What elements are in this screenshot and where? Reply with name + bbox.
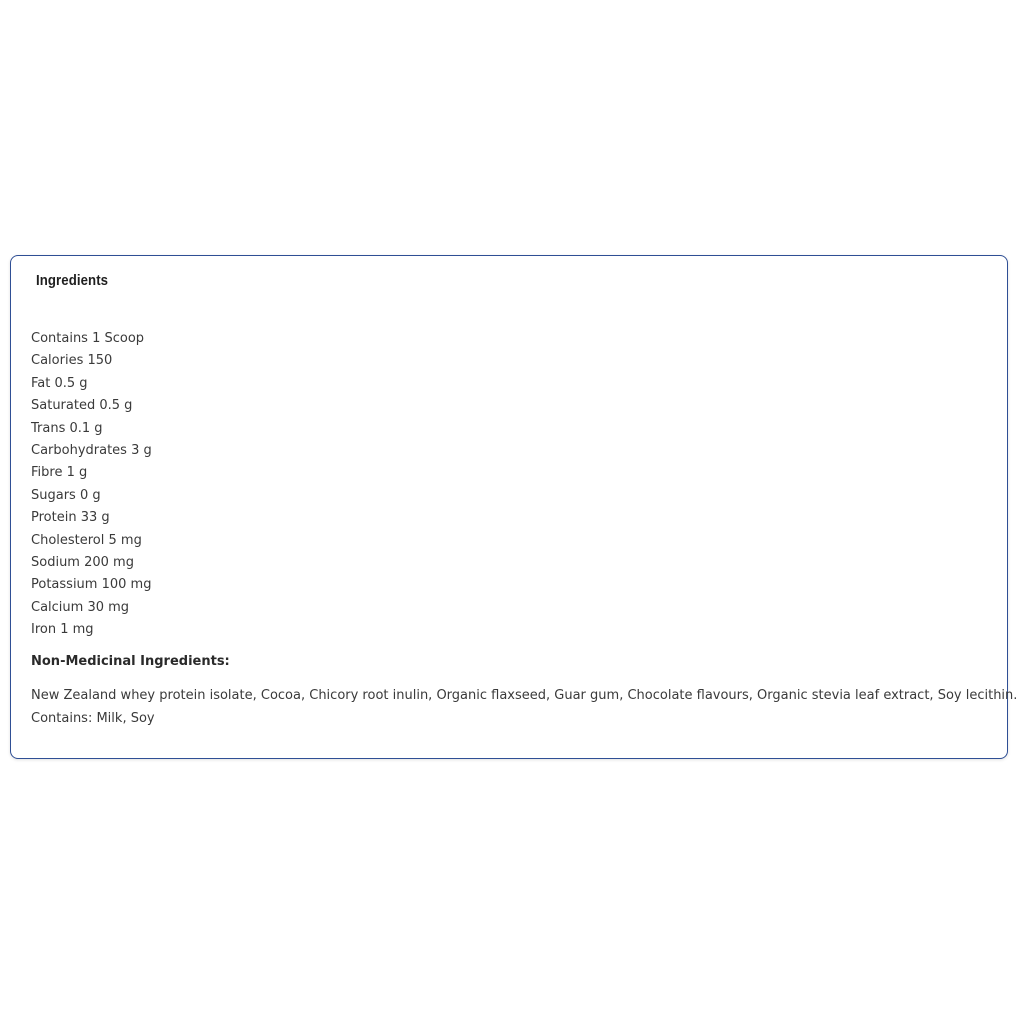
nutrient-item: Fibre 1 g bbox=[31, 465, 88, 481]
nutrient-item: Iron 1 mg bbox=[31, 622, 94, 638]
nutrient-item: Trans 0.1 g bbox=[31, 420, 103, 436]
nutrient-item: Protein 33 g bbox=[31, 510, 110, 526]
non-medicinal-heading: Non-Medicinal Ingredients: bbox=[31, 654, 230, 669]
allergen-contains: Contains: Milk, Soy bbox=[31, 710, 155, 726]
nutrient-item: Potassium 100 mg bbox=[31, 577, 152, 593]
panel-title: Ingredients bbox=[36, 272, 109, 289]
nutrient-item: Saturated 0.5 g bbox=[31, 398, 133, 414]
nutrient-item: Calcium 30 mg bbox=[31, 599, 130, 615]
nutrient-item: Carbohydrates 3 g bbox=[31, 442, 152, 458]
nutrient-item: Sodium 200 mg bbox=[31, 554, 134, 570]
non-medicinal-ingredients: New Zealand whey protein isolate, Cocoa, Chicory root inulin, Organic flaxseed, Guar gum, Chocolate flavours, Organic stevia leaf extract, Soy lecithin. bbox=[31, 688, 1018, 703]
nutrient-item: Fat 0.5 g bbox=[31, 375, 88, 391]
nutrient-item: Sugars 0 g bbox=[31, 487, 101, 503]
nutrient-item: Calories 150 bbox=[31, 353, 113, 369]
nutrient-item: Contains 1 Scoop bbox=[31, 331, 145, 346]
non-medicinal-text bbox=[31, 685, 1017, 730]
nutrient-list bbox=[31, 328, 152, 641]
nutrient-item: Cholesterol 5 mg bbox=[31, 532, 142, 548]
ingredients-panel bbox=[10, 255, 1018, 759]
